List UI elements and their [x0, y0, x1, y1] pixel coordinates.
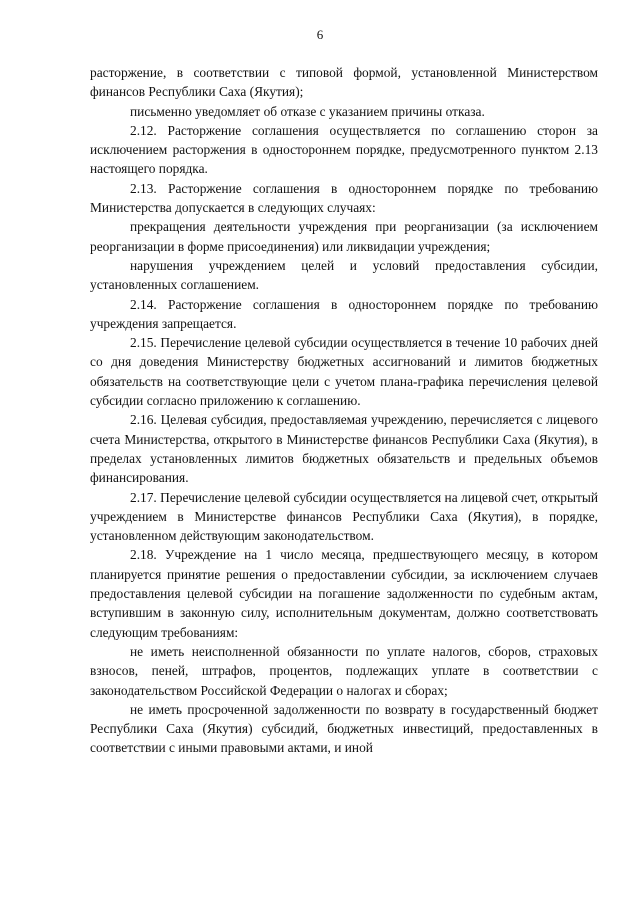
paragraph: 2.12. Расторжение соглашения осуществляется по соглашению сторон за исключением расторжения в одностороннем порядке, предусмотренного пунктом 2.13 настоящего порядка.: [90, 122, 598, 177]
paragraph: расторжение, в соответствии с типовой формой, установленной Министерством финансов Республики Саха (Якутия);: [90, 65, 598, 100]
paragraph: письменно уведомляет об отказе с указанием причины отказа.: [130, 103, 485, 119]
paragraph: нарушения учреждением целей и условий предоставления субсидии, установленных соглашением.: [90, 257, 598, 293]
document-body: [90, 63, 598, 758]
paragraph: не иметь просроченной задолженности по возврату в государственный бюджет Республики Саха (Якутия) субсидий, бюджетных инвестиций, предоставленных в соответствии с иными правовыми актами, и иной: [90, 701, 598, 756]
paragraph: 2.18. Учреждение на 1 число месяца, предшествующего месяцу, в котором планируется принятие решения о предоставлении субсидии, за исключением случаев предоставления целевой субсидии на погашение задолженности по судебным актам, вступившим в законную силу, исполнительным документам, должно соответствовать следующим требованиям:: [90, 547, 598, 640]
paragraph: 2.13. Расторжение соглашения в одностороннем порядке по требованию Министерства допускается в следующих случаях:: [90, 180, 598, 216]
paragraph: 2.14. Расторжение соглашения в одностороннем порядке по требованию учреждения запрещается.: [90, 296, 598, 331]
paragraph: не иметь неисполненной обязанности по уплате налогов, сборов, страховых взносов, пеней, штрафов, процентов, подлежащих уплате в соответствии с законодательством Российской Федерации о налогах и сборах;: [90, 643, 598, 698]
page-number: 6: [316, 27, 324, 42]
paragraph: 2.17. Перечисление целевой субсидии осуществляется на лицевой счет, открытый учреждением в Министерстве финансов Республики Саха (Якутия), в порядке, установленном действующим законодательством.: [90, 489, 598, 544]
paragraph: прекращения деятельности учреждения при реорганизации (за исключением реорганизации в форме присоединения) или ликвидации учреждения;: [90, 219, 598, 254]
paragraph: 2.16. Целевая субсидия, предоставляемая учреждению, перечисляется с лицевого счета Министерства, открытого в Министерстве финансов Республики Саха (Якутия), в пределах установленных лимитов бюджетных обязательств и предельных объемов финансирования.: [90, 412, 598, 486]
paragraph: 2.15. Перечисление целевой субсидии осуществляется в течение 10 рабочих дней со дня доведения Министерству бюджетных ассигнований и лимитов бюджетных обязательств на соответствующие цели с учетом плана-графика перечисления целевой субсидии согласно приложению к соглашению.: [90, 335, 598, 409]
